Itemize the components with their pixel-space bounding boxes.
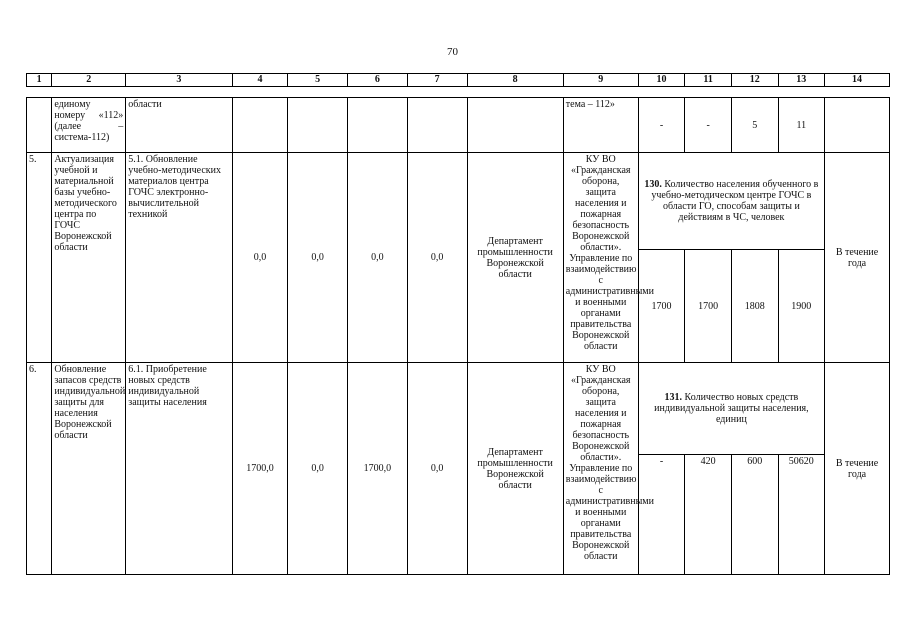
column-number: 10 bbox=[638, 74, 685, 87]
column-number: 11 bbox=[685, 74, 732, 87]
funding-cell: 0,0 bbox=[288, 153, 348, 363]
column-number: 9 bbox=[563, 74, 638, 87]
indicator-number: 130. bbox=[644, 179, 662, 190]
column-number: 4 bbox=[232, 74, 288, 87]
column-number: 2 bbox=[52, 74, 126, 87]
value-cell: 1700 bbox=[685, 250, 732, 363]
indicator-cell bbox=[638, 363, 824, 455]
activity-cell: 5.1. Обновление учебно-методических материалов центра ГОЧС электронно-вычислительной техникой bbox=[126, 153, 232, 363]
column-number-row bbox=[27, 74, 890, 87]
column-number: 7 bbox=[407, 74, 467, 87]
continued-row bbox=[27, 98, 890, 153]
column-number: 6 bbox=[348, 74, 408, 87]
value-cell: - bbox=[638, 455, 685, 575]
table-row bbox=[27, 153, 890, 250]
value-cell: 1808 bbox=[731, 250, 778, 363]
page-number: 70 bbox=[447, 46, 458, 58]
value-cell: - bbox=[685, 98, 732, 153]
program-table bbox=[26, 73, 890, 575]
funding-cell: 0,0 bbox=[288, 363, 348, 575]
funding-cell: 0,0 bbox=[348, 153, 408, 363]
row-number-cell: 6. bbox=[27, 363, 52, 575]
indicator-text: Количество населения обученного в учебно-методическом центре ГОЧС в области ГО, способам защиты и действиям в ЧС, человек bbox=[651, 179, 819, 223]
activity-cell: области bbox=[126, 98, 232, 153]
funding-cell: 0,0 bbox=[232, 153, 288, 363]
funding-cell: 1700,0 bbox=[232, 363, 288, 575]
indicator-text: Количество новых средств индивидуальной защиты населения, единиц bbox=[654, 392, 809, 425]
value-cell: 11 bbox=[778, 98, 825, 153]
column-number: 13 bbox=[778, 74, 825, 87]
department-cell: Департамент промышленности Воронежской области bbox=[467, 363, 563, 575]
value-cell: - bbox=[638, 98, 685, 153]
funding-cell: 1700,0 bbox=[348, 363, 408, 575]
task-name-cell: единому номеру «112» (далее – система-112) bbox=[52, 98, 126, 153]
executor-cell: КУ ВО «Гражданская оборона, защита населения и пожарная безопасность Воронежской области». Управление по взаимодействию с административными и военными органами правительства Воронежской области bbox=[563, 363, 638, 575]
table-row bbox=[27, 363, 890, 455]
indicator-cell bbox=[638, 153, 824, 250]
department-cell: Департамент промышленности Воронежской области bbox=[467, 153, 563, 363]
spacer-row bbox=[27, 87, 890, 98]
column-number: 8 bbox=[467, 74, 563, 87]
value-cell: 5 bbox=[731, 98, 778, 153]
task-name-cell: Актуализация учебной и материальной базы учебно-методического центра по ГОЧС Воронежской области bbox=[52, 153, 126, 363]
row-number-cell bbox=[27, 98, 52, 153]
column-number: 1 bbox=[27, 74, 52, 87]
funding-cell: 0,0 bbox=[407, 153, 467, 363]
column-number: 5 bbox=[288, 74, 348, 87]
value-cell: 1700 bbox=[638, 250, 685, 363]
value-cell: 600 bbox=[731, 455, 778, 575]
indicator-number: 131. bbox=[664, 392, 683, 403]
value-cell: 420 bbox=[685, 455, 732, 575]
executor-cell: тема – 112» bbox=[563, 98, 638, 153]
column-number: 12 bbox=[731, 74, 778, 87]
value-cell: 50620 bbox=[778, 455, 825, 575]
executor-cell: КУ ВО «Гражданская оборона, защита населения и пожарная безопасность Воронежской области». Управление по взаимодействию с административными и военными органами правительства Воронежской области bbox=[563, 153, 638, 363]
value-cell: 1900 bbox=[778, 250, 825, 363]
funding-cell: 0,0 bbox=[407, 363, 467, 575]
column-number: 3 bbox=[126, 74, 232, 87]
activity-cell: 6.1. Приобретение новых средств индивидуальной защиты населения bbox=[126, 363, 232, 575]
term-cell: В течение года bbox=[825, 153, 890, 363]
column-number: 14 bbox=[825, 74, 890, 87]
task-name-cell: Обновление запасов средств индивидуальной защиты для населения Воронежской области bbox=[52, 363, 126, 575]
row-number-cell: 5. bbox=[27, 153, 52, 363]
term-cell: В течение года bbox=[825, 363, 890, 575]
